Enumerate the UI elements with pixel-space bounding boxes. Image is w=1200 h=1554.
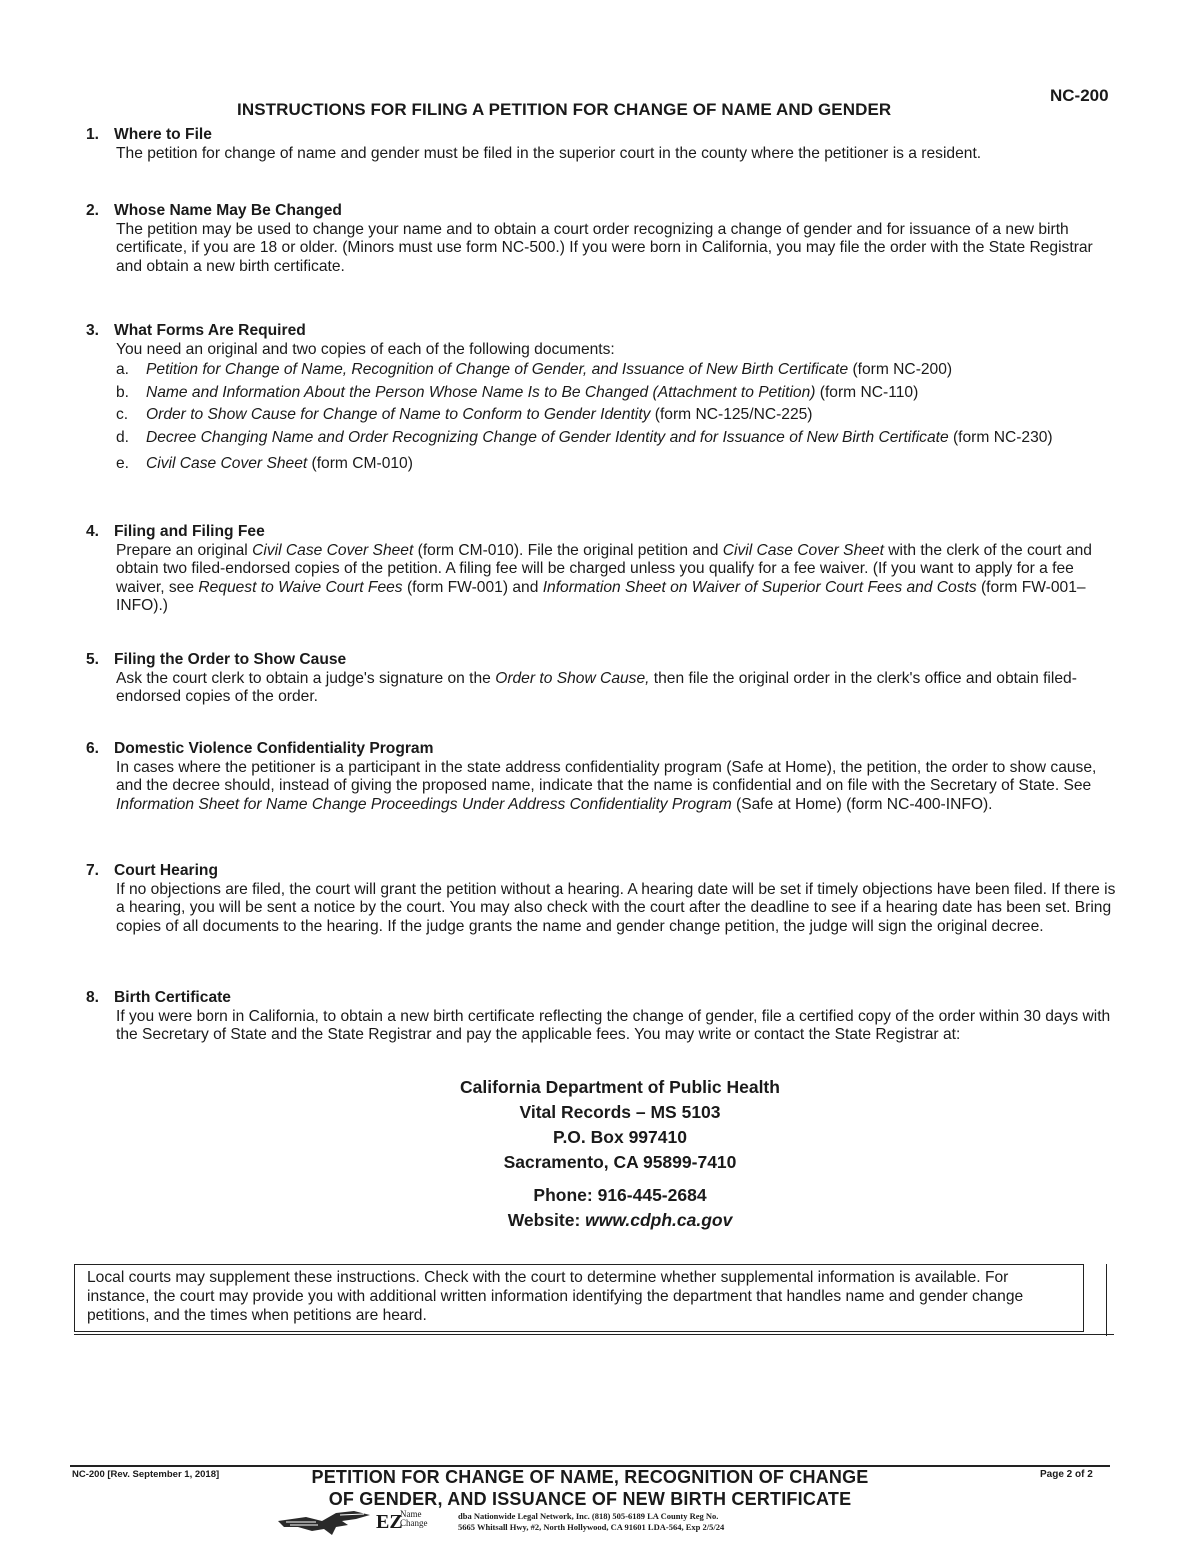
page-number: Page 2 of 2 xyxy=(1040,1469,1093,1480)
text-run: then file the original order in the clerk's office and obtain filed-endorsed copies of the order. xyxy=(116,669,1077,705)
registrar-contact xyxy=(380,1183,860,1233)
form-title: Order to Show Cause, xyxy=(495,669,650,687)
form-title: Civil Case Cover Sheet xyxy=(252,541,414,559)
form-code: (form NC-200) xyxy=(848,361,953,378)
address-line: P.O. Box 997410 xyxy=(553,1127,687,1147)
form-code: (form NC-110) xyxy=(815,383,919,401)
local-courts-note: Local courts may supplement these instructions. Check with the court to determine whether supplemental information is available. For instance, the court may provide you with additional written information identifying the department that handles name and gender change petitions, and the times when petitions are heard. xyxy=(74,1264,1084,1332)
form-title: Civil Case Cover Sheet xyxy=(722,541,884,559)
section-body xyxy=(116,542,1116,616)
section-number: 7. xyxy=(86,862,100,879)
form-code: (form NC-125/NC-225) xyxy=(650,406,813,423)
note-box-shadow-right xyxy=(1106,1264,1107,1336)
section-body xyxy=(116,759,1116,815)
item-letter: b. xyxy=(116,383,130,401)
section-domestic-violence xyxy=(86,740,1116,814)
section-heading: Birth Certificate xyxy=(114,989,231,1006)
footer-title xyxy=(290,1466,890,1510)
section-heading: Whose Name May Be Changed xyxy=(114,202,342,219)
website-link[interactable]: www.cdph.ca.gov xyxy=(585,1210,733,1230)
section-number: 6. xyxy=(86,740,100,757)
text-run: (form CM-010). File the original petition and xyxy=(413,541,723,559)
section-body: If you were born in California, to obtain a new birth certificate reflecting the change of gender, file a certified copy of the order within 30 days with the Secretary of State and the State Registrar and pay the applicable fees. You may write or contact the State Registrar at: xyxy=(116,1007,1111,1043)
section-number: 5. xyxy=(86,651,100,668)
section-number: 4. xyxy=(86,523,100,540)
section-number: 2. xyxy=(86,202,100,219)
section-where-to-file xyxy=(86,126,1116,163)
text-run: (form FW-001–INFO).) xyxy=(116,578,1086,614)
registrar-address xyxy=(380,1075,860,1175)
section-heading: What Forms Are Required xyxy=(114,322,306,339)
section-heading: Domestic Violence Confidentiality Program xyxy=(114,740,434,757)
item-letter: a. xyxy=(116,361,130,378)
section-number: 1. xyxy=(86,126,100,143)
address-line: Vital Records – MS 5103 xyxy=(519,1102,721,1122)
item-letter: c. xyxy=(116,406,129,423)
brand-name: Name xyxy=(400,1509,422,1519)
form-title: Name and Information About the Person Whose Name Is to Be Changed (Attachment to Petition) xyxy=(146,383,816,401)
text-run: (Safe at Home) (form NC-400-INFO). xyxy=(731,795,993,813)
section-body xyxy=(116,670,1116,707)
section-whose-name xyxy=(86,202,1116,276)
form-title: Civil Case Cover Sheet xyxy=(146,455,308,472)
form-title: Information Sheet for Name Change Proceedings Under Address Confidentiality Program xyxy=(116,795,732,813)
text-run: Ask the court clerk to obtain a judge's signature on the xyxy=(116,669,496,687)
form-code: (form CM-010) xyxy=(307,455,413,472)
section-heading: Where to File xyxy=(114,126,212,143)
list-item xyxy=(116,361,1116,380)
list-item xyxy=(116,429,1116,448)
brand-change: Change xyxy=(400,1518,428,1528)
section-body: If no objections are filed, the court will grant the petition without a hearing. A hearing date will be set if timely objections have been filed. If there is a hearing, you will be sent a notice by the court. You may also check with the court after the deadline to see if a hearing date has been set. Bring copies of all documents to the hearing. If the judge grants the name and gender change petition, the judge will sign the original decree. xyxy=(116,880,1116,935)
text-run: In cases where the petitioner is a participant in the state address confidentiality program (Safe at Home), the petition, the order to show cause, and the decree should, instead of giving the proposed name, indicate that the name is confidential and on file with the Secretary of State. See xyxy=(116,758,1097,794)
footer-title-line: PETITION FOR CHANGE OF NAME, RECOGNITION OF CHANGE xyxy=(311,1467,869,1487)
info-line: dba Nationwide Legal Network, Inc. (818) 505-6189 LA County Reg No. xyxy=(458,1511,719,1521)
section-heading: Court Hearing xyxy=(114,862,218,879)
section-filing-fee xyxy=(86,523,1116,616)
text-run: Prepare an original xyxy=(116,541,253,559)
section-number: 8. xyxy=(86,989,100,1006)
section-court-hearing xyxy=(86,862,1116,936)
form-title: Order to Show Cause for Change of Name to Conform to Gender Identity xyxy=(146,406,651,423)
section-body: The petition for change of name and gender must be filed in the superior court in the county where the petitioner is a resident. xyxy=(116,144,982,162)
website-label: Website: xyxy=(507,1210,586,1230)
section-number: 3. xyxy=(86,322,100,339)
info-line: 5665 Whitsall Hwy, #2, North Hollywood, CA 91601 LDA-564, Exp 2/5/24 xyxy=(458,1522,725,1532)
eagle-logo-icon xyxy=(276,1509,372,1539)
form-title: Decree Changing Name and Order Recognizing Change of Gender Identity and for Issuance of New Birth Certificate xyxy=(146,428,949,446)
form-number: NC-200 xyxy=(1050,86,1109,105)
section-intro: You need an original and two copies of each of the following documents: xyxy=(116,340,615,358)
list-item xyxy=(116,455,1116,474)
section-order-to-show-cause xyxy=(86,651,1116,707)
page-title: INSTRUCTIONS FOR FILING A PETITION FOR CHANGE OF NAME AND GENDER xyxy=(237,100,892,119)
section-forms-required xyxy=(86,322,1116,478)
section-heading: Filing and Filing Fee xyxy=(114,523,265,540)
section-body: The petition may be used to change your name and to obtain a court order recognizing a change of gender and for issuance of a new birth certificate, if you are 18 or older. (Minors must use form NC-500.) If you were born in California, you may file the order with the State Registrar and obtain a new birth certificate. xyxy=(116,220,1093,275)
text-run: with the clerk of the court and obtain two filed-endorsed copies of the petition. A filing fee will be charged unless you qualify for a fee waiver. (If you want to apply for a fee waiver, see xyxy=(116,541,1092,596)
section-heading: Filing the Order to Show Cause xyxy=(114,651,347,668)
list-item xyxy=(116,384,1116,403)
footer-title-line: OF GENDER, AND ISSUANCE OF NEW BIRTH CERTIFICATE xyxy=(328,1489,852,1509)
revision-date: NC-200 [Rev. September 1, 2018] xyxy=(72,1469,220,1480)
section-birth-certificate xyxy=(86,989,1116,1045)
address-line: Sacramento, CA 95899-7410 xyxy=(503,1152,737,1172)
website xyxy=(380,1208,860,1233)
ez-brand-sub xyxy=(400,1510,428,1528)
item-letter: e. xyxy=(116,455,130,472)
form-code: (form NC-230) xyxy=(948,428,1053,446)
form-title: Petition for Change of Name, Recognition of Change of Gender, and Issuance of New Birth Certificate xyxy=(146,361,849,378)
ez-brand-mark: EZ xyxy=(376,1511,403,1533)
ez-contact-info xyxy=(458,1511,724,1533)
item-letter: d. xyxy=(116,428,130,446)
note-box-shadow-bottom xyxy=(74,1334,1114,1335)
list-item xyxy=(116,406,1116,425)
address-line: California Department of Public Health xyxy=(460,1077,780,1097)
form-title: Information Sheet on Waiver of Superior Court Fees and Costs xyxy=(542,578,977,596)
form-title: Request to Waive Court Fees xyxy=(198,578,403,596)
phone: Phone: 916-445-2684 xyxy=(533,1185,707,1205)
document-list xyxy=(116,361,1116,474)
text-run: (form FW-001) and xyxy=(402,578,543,596)
